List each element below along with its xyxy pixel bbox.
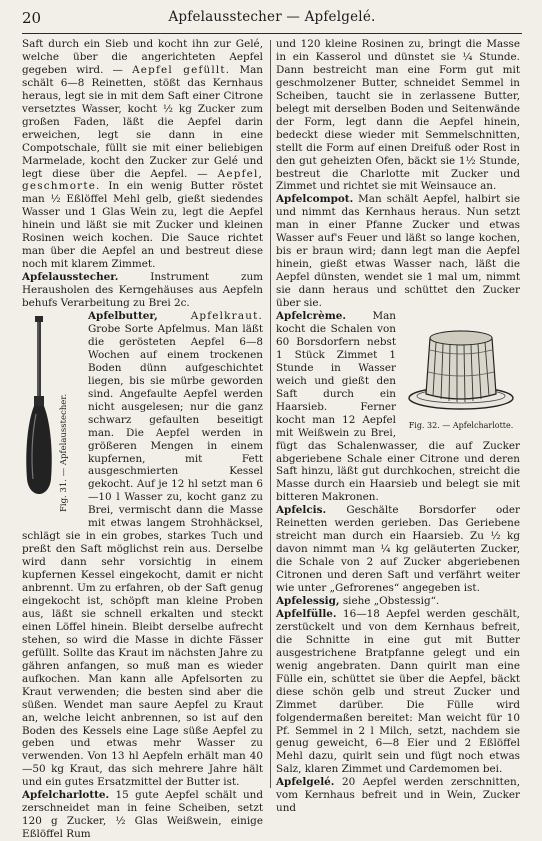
entry-apfelgele: Apfelgelé. 20 Aepfel werden zerschnitten, vom Kernhaus befreit und in Wein, Zucker und xyxy=(276,776,520,815)
entry-apfelcreme: Apfelcrème. Fig. 32. — Apfelcharlotte. Man kocht die Schalen von 60 Borsdorfern nebst 1 Stück Zimmet 1 Stunde in Wasser weich und gießt den Saft durch ein Haarsieb. Ferner kocht man 12 Aepfel mit Weißwein zu Brei, fügt das Schalenwasser, die auf Zucker abgeriebene Schale einer Citrone und deren Saft hinzu, läßt gut durchkochen, streicht die Masse durch ein Haarsieb und belegt sie mit bitteren Makronen. xyxy=(276,310,520,504)
entry-apfelcharlotte-continued: und 120 kleine Rosinen zu, bringt die Masse in ein Kasserol und dünstet sie ¼ Stunde. Dann bestreicht man eine Form gut mit geschmolzener Butter, schneidet Semmel in Scheiben, taucht sie in zerlassene Butter, belegt mit derselben Boden und Seitenwände der Form, legt dann die Aepfel hinein, bedeckt diese wieder mit Semmelschnitten, stellt die Form auf einen Dreifuß oder Rost in den gut geheizten Ofen, bäckt sie 1½ Stunde, bestreut die Charlotte mit Zucker und Zimmet und richtet sie mit Weinsauce an. xyxy=(276,38,520,193)
entry-term: Aepfel gefüllt. xyxy=(132,63,231,76)
entry-term: Apfelgelé. xyxy=(276,776,335,789)
entry-term: Apfelcharlotte. xyxy=(22,789,110,802)
column-divider xyxy=(270,40,271,788)
figure-apfelausstecher xyxy=(22,312,82,524)
figure-apfelcharlotte xyxy=(402,312,520,434)
left-column xyxy=(22,38,263,841)
figure-caption: Fig. 32. — Apfelcharlotte. xyxy=(408,421,514,431)
entry-term: Aepfel, geschmorte. xyxy=(22,167,263,193)
entry-term: Apfelessig, xyxy=(276,594,340,607)
entry-apfelessig: Apfelessig, siehe „Obstessig“. xyxy=(276,594,440,607)
entry-term: Apfelcis. xyxy=(276,504,327,517)
entry-term: Apfelcompot. xyxy=(276,193,354,206)
entry-aepfel-continued: Saft durch ein Sieb und kocht ihn zur Gelé, welche über die angerichteten Aepfel gegeben wird. — Aepfel gefüllt. Man schält 6—8 Reinetten, stößt das Kernhaus heraus, legt sie in mit dem Saft einer Citrone versetztes Wasser, kocht ½ kg Zucker zum großen Faden, läßt die Aepfel darin erweichen, legt sie dann in eine Compotschale, füllt sie mit einer beliebigen Marmelade, kocht den Zucker zur Gelé und legt diese über die Aepfel. — Aepfel, geschmorte. In ein wenig Butter röstet man ½ Eßlöffel Mehl gelb, gießt siedendes Wasser und 1 Glas Wein zu, legt die Aepfel hinein und läßt sie mit Zucker und kleinen Rosinen weich kochen. Die Sauce richtet man über die Aepfel an und bestreut diese noch mit klarem Zimmet. xyxy=(22,38,263,271)
page-number: 20 xyxy=(22,9,42,27)
apple-charlotte-icon xyxy=(406,316,516,416)
running-title: Apfelausstecher — Apfelgelé. xyxy=(168,9,376,25)
entry-term: Apfelbutter, xyxy=(88,310,158,323)
entry-apfelbutter: Apfelbutter, Apfelkraut. Fig. 31. — Apfelausstecher. Grobe Sorte Apfelmus. Man läßt die gerösteten Aepfel 6—8 Wochen auf einem trockenen Boden dünn aufgeschichtet liegen, bis sie mürbe geworden sind. Angefaulte Aepfel werden nicht ausgelesen; nur die ganz schwarz gefaulten beseitigt man. Die Aepfel werden in größeren Mengen in einem kupfernen, mit Fett ausgeschmierten Kessel gekocht. Auf je 12 hl setzt man 6—10 l Wasser zu, kocht ganz zu Brei, vermischt dann die Masse mit etwas langem Strohhäcksel, schlägt sie in ein grobes, starkes Tuch und preßt den Saft möglichst rein aus. Derselbe wird dann sehr vorsichtig in einem kupfernen Kessel eingekocht, damit er nicht anbrennt. Um zu erfahren, ob der Saft genug eingekocht ist, schöpft man kleine Proben aus, läßt sie schnell erkalten und steckt einen Löffel hinein. Bleibt derselbe aufrecht stehen, so wird die Masse in dichte Fässer gefüllt. Sollte das Kraut im nächsten Jahre zu gähren anfangen, so muß man es wieder aufkochen. Man kann alle Apfelsorten zu Kraut verwenden; die besten sind aber die süßen. Wendet man saure Aepfel zu Kraut an, welche leicht anbrennen, so ist auf den Boden des Kessels eine Lage süße Aepfel zu geben und etwas mehr Wasser zu verwenden. Von 13 hl Aepfeln erhält man 40—50 kg Kraut, das sich mehrere Jahre hält und ein gutes Ersatzmittel der Butter ist. xyxy=(22,310,263,789)
entry-term: Apfelfülle. xyxy=(276,607,337,620)
apple-corer-icon xyxy=(24,314,54,509)
right-column xyxy=(276,38,520,815)
entry-apfelfuelle: Apfelfülle. 16—18 Aepfel werden geschält, zerstückelt und von dem Kernhaus befreit, die Schnitte in eine gut mit Butter ausgestrichene Bratpfanne gelegt und ein wenig angebraten. Dann quirlt man eine Fülle ein, schüttet sie über die Aepfel, bäckt diese schön gelb und streut Zucker und Zimmet darüber. Die Fülle wird folgendermaßen bereitet: Man weicht für 10 Pf. Semmel in 2 l Milch, setzt, nachdem sie genug geweicht, 6—8 Eier und 2 Eßlöffel Mehl dazu, quirlt sein und fügt noch etwas Salz, klaren Zimmet und Cardemomen bei. xyxy=(276,607,520,776)
entry-term: Apfelausstecher. xyxy=(22,271,119,284)
entry-apfelcharlotte: Apfelcharlotte. 15 gute Aepfel schält und zerschneidet man in feine Scheiben, setzt 120 g Zucker, ½ Glas Weißwein, einige Eßlöffel Rum xyxy=(22,789,263,841)
entry-apfelausstecher: Apfelausstecher. Instrument zum Herausholen des Kerngehäuses aus Aepfeln behufs Verarbeitung zu Brei 2c. xyxy=(22,271,263,310)
header-rule xyxy=(22,33,522,34)
figure-caption: Fig. 31. — Apfelausstecher. xyxy=(59,393,69,513)
entry-term: Apfelcrème. xyxy=(276,310,346,323)
entry-apfelcompot: Apfelcompot. Man schält Aepfel, halbirt sie und nimmt das Kernhaus heraus. Nun setzt man in einer Pfanne Zucker und etwas Wasser auf's Feuer und läßt so lange kochen, bis er braun wird; dann legt man die Aepfel hinein, gießt etwas Wasser nach, läßt die Aepfel dünsten, wendet sie 1 mal um, nimmt sie dann heraus und schüttet den Zucker über sie. xyxy=(276,193,520,310)
page-header xyxy=(22,9,522,31)
entry-apfelcis: Apfelcis. Geschälte Borsdorfer oder Reinetten werden gerieben. Das Geriebene streicht man durch ein Haarsieb. Zu ½ kg davon nimmt man ¼ kg geläuterten Zucker, die Schale von 2 auf Zucker abgeriebenen Citronen und deren Saft und verfährt weiter wie unter „Gefrorenes“ angegeben ist. xyxy=(276,504,520,595)
